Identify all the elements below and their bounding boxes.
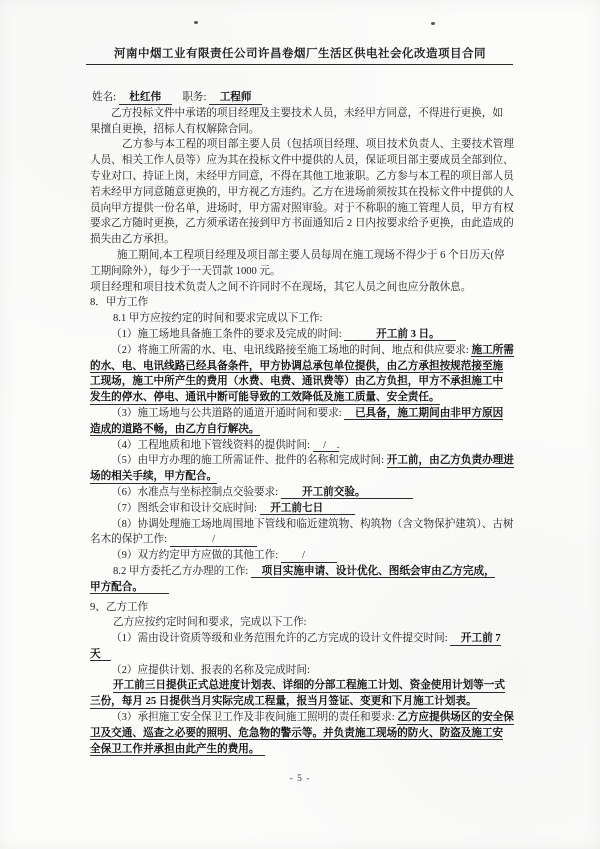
doc-text: 人员、相关工作人员等）应为其在投标文件中提供的人员，保证项目部主要成员全部到位、: [90, 155, 514, 167]
doc-line: [90, 678, 518, 694]
doc-line: [90, 532, 518, 548]
doc-text: 名木的保护工作:: [90, 534, 170, 546]
filled-in-value: 开工前交验。: [280, 486, 414, 498]
filled-in-value: 开工前 7: [450, 633, 501, 645]
filled-in-value: 乙方应提供场区的安全保: [397, 712, 514, 724]
doc-text: （3）施工场地与公共道路的通道开通时间和要求:: [111, 407, 345, 419]
doc-line: [90, 517, 518, 533]
filled-in-value: 全保卫工作并承担由此产生的费用。: [90, 743, 265, 755]
doc-line: [90, 185, 518, 201]
doc-line: [90, 343, 518, 359]
scan-speck: [431, 22, 435, 25]
document-title: 河南中烟工业有限责任公司许昌卷烟厂生活区供电社会化改造项目合同: [114, 48, 486, 60]
doc-text: （4）工程地质和地下管线资料的提供时间:: [111, 439, 313, 451]
filled-in-value: 造成的道路不畅，由乙方自行解决。: [90, 423, 260, 435]
doc-line: [90, 438, 518, 454]
doc-text: 工期间除外），每少于一天罚款 1000 元。: [90, 265, 281, 277]
doc-line: [90, 248, 518, 264]
doc-line: [90, 264, 518, 280]
filled-in-value: /: [280, 550, 337, 562]
filled-in-value: / .: [312, 439, 340, 451]
doc-line: [90, 710, 518, 726]
filled-in-value: 杜红伟: [118, 92, 172, 103]
doc-text: 乙方参与本工程的项目部主要人员（包括项目经理、项目技术负责人、主要技术管理: [122, 139, 514, 151]
filled-in-value: /: [169, 534, 258, 546]
doc-line: [90, 201, 518, 217]
filled-in-value: 场的相关手续，甲方配合。: [90, 471, 218, 483]
doc-line: [90, 311, 518, 327]
doc-text: （6）水准点与坐标控制点交验要求:: [111, 486, 281, 498]
doc-text: 果擅自更换，招标人有权解除合同。: [90, 123, 260, 135]
doc-text: （3）承担施工安全保卫工作及非夜间施工照明的责任和要求:: [111, 712, 398, 724]
doc-line: [90, 216, 518, 232]
doc-text: 职务:: [171, 92, 210, 103]
doc-body: [90, 90, 518, 757]
doc-line: [90, 453, 518, 469]
doc-text: 专业对口、持证上岗，未经甲方同意，不得在其他工地兼职。乙方参与本工程的项目部人员: [90, 170, 514, 182]
doc-text: 8.2 甲方委托乙方办理的工作:: [113, 565, 252, 577]
doc-line: [90, 359, 518, 375]
doc-line: [90, 90, 518, 106]
doc-line: [90, 422, 518, 438]
doc-text: 姓名:: [92, 92, 119, 103]
doc-text: （7）图纸会审和设计交底时间:: [111, 502, 260, 514]
filled-in-value: 甲方配合。: [90, 581, 170, 593]
doc-line: [90, 485, 518, 501]
doc-line: [90, 374, 518, 390]
filled-in-value: 发生的停水、停电、通讯中断可能导致的工效降低及施工质量、安全责任。: [90, 392, 440, 404]
doc-line: [90, 469, 518, 485]
doc-text: （1）需由设计资质等级和业务范围允许的乙方完成的设计文件提交时间:: [111, 633, 451, 645]
doc-line: [90, 501, 518, 517]
doc-line: [90, 663, 518, 679]
doc-text: 乙方应按约定时间和要求，完成以下工作:: [113, 617, 307, 629]
filled-in-value: 项目实施申请、设计优化、图纸会审由乙方完成，: [251, 565, 495, 577]
doc-line: [90, 406, 518, 422]
doc-line: [90, 169, 518, 185]
doc-line: [90, 106, 518, 122]
doc-line: [90, 232, 518, 248]
doc-text: 要求乙方随时更换，乙方须承诺在接到甲方书面通知后 2 日内按要求给予更换，由此造成的: [90, 218, 514, 230]
doc-text: （2）将施工所需的水、电、电讯线路接至施工场地的时间、地点和供应要求:: [111, 344, 472, 356]
doc-line: [90, 647, 518, 663]
doc-line: [90, 694, 518, 710]
doc-line: [90, 137, 518, 153]
scan-speck: [194, 21, 198, 24]
doc-text: 9、乙方工作: [90, 601, 149, 613]
filled-in-value: 开工前七日: [259, 502, 355, 514]
filled-in-value: 天: [90, 648, 112, 660]
filled-in-value: 开工前 3 日。: [344, 328, 456, 340]
doc-line: [90, 548, 518, 564]
doc-text: 损失由乙方承担。: [90, 234, 175, 246]
doc-text: （1）施工场地具备施工条件的要求及完成的时间:: [111, 328, 345, 340]
doc-line: [90, 726, 518, 742]
doc-text: 若未经甲方同意随意更换的，甲方视乙方违约。乙方在进场前须按其在投标文件中提供的人: [90, 186, 514, 198]
filled-in-value: 施工所需: [471, 344, 514, 356]
doc-line: [90, 615, 518, 631]
filled-in-value: 已具备，施工期间由非甲方原因: [344, 407, 504, 419]
filled-in-value: 三份，每月 25 日提供当月实际完成工程量，报当月签证、变更和下月施工计划表。: [90, 696, 477, 708]
doc-line: [90, 631, 518, 647]
doc-text: （9）双方约定甲方应做的其他工作:: [111, 550, 281, 562]
doc-line: [90, 295, 518, 311]
filled-in-value: 工程师: [209, 92, 263, 103]
doc-line: [90, 580, 518, 596]
doc-text: 8.1 甲方应按约定的时间和要求完成以下工作:: [113, 313, 323, 325]
doc-line: [90, 280, 518, 296]
filled-in-value: 开工前，由乙方负责办理进: [386, 455, 514, 467]
filled-in-value: 的水、电、电讯线路已经具备条件，甲方协调总承包单位提供，由乙方承担按规范接至施: [90, 360, 504, 372]
doc-text: 施工期间,本工程项目经理及项目部主要人员每周在施工现场不得少于 6 个日历天(停: [117, 249, 505, 261]
doc-text: 8．甲方工作: [90, 297, 149, 309]
doc-text: （5）由甲方办理的施工所需证件、批件的名称和完成时间:: [111, 455, 387, 467]
doc-text: 项目经理和项目技术负责人之间不许同时不在现场，其它人员之间也应分散休息。: [90, 281, 472, 293]
filled-in-value: 卫及交通、巡查之必要的照明、危急物的警示等。并负责施工现场的防火、防盗及施工安: [90, 727, 504, 739]
filled-in-value: 开工前三日提供正式总进度计划表、详细的分部工程施工计划、资金使用计划等一式: [113, 680, 505, 692]
page-number: - 5 -: [289, 774, 311, 784]
doc-line: [90, 153, 518, 169]
doc-line: [90, 122, 518, 138]
title-underline: [86, 64, 513, 65]
doc-line: [90, 600, 518, 616]
doc-text: （2）应提供计划、报表的名称及完成时间:: [111, 664, 310, 676]
doc-text: （8）协调处理施工场地周围地下管线和临近建筑物、构筑物（含文物保护建筑）、古树: [111, 518, 514, 530]
doc-text: 员向甲方提供一份名单，进场时，甲方需对照审验。对于不称职的施工管理人员，甲方有权: [90, 202, 514, 214]
doc-line: [90, 564, 518, 580]
filled-in-value: 工现场，施工中所产生的费用（水费、电费、通讯费等）由乙方负担，甲方不承担施工中: [90, 376, 504, 388]
doc-line: [90, 742, 518, 758]
doc-line: [90, 390, 518, 406]
doc-text: 乙方投标文件中承诺的项目经理及主要技术人员，未经甲方同意，不得进行更换，如: [111, 107, 503, 119]
doc-line: [90, 327, 518, 343]
